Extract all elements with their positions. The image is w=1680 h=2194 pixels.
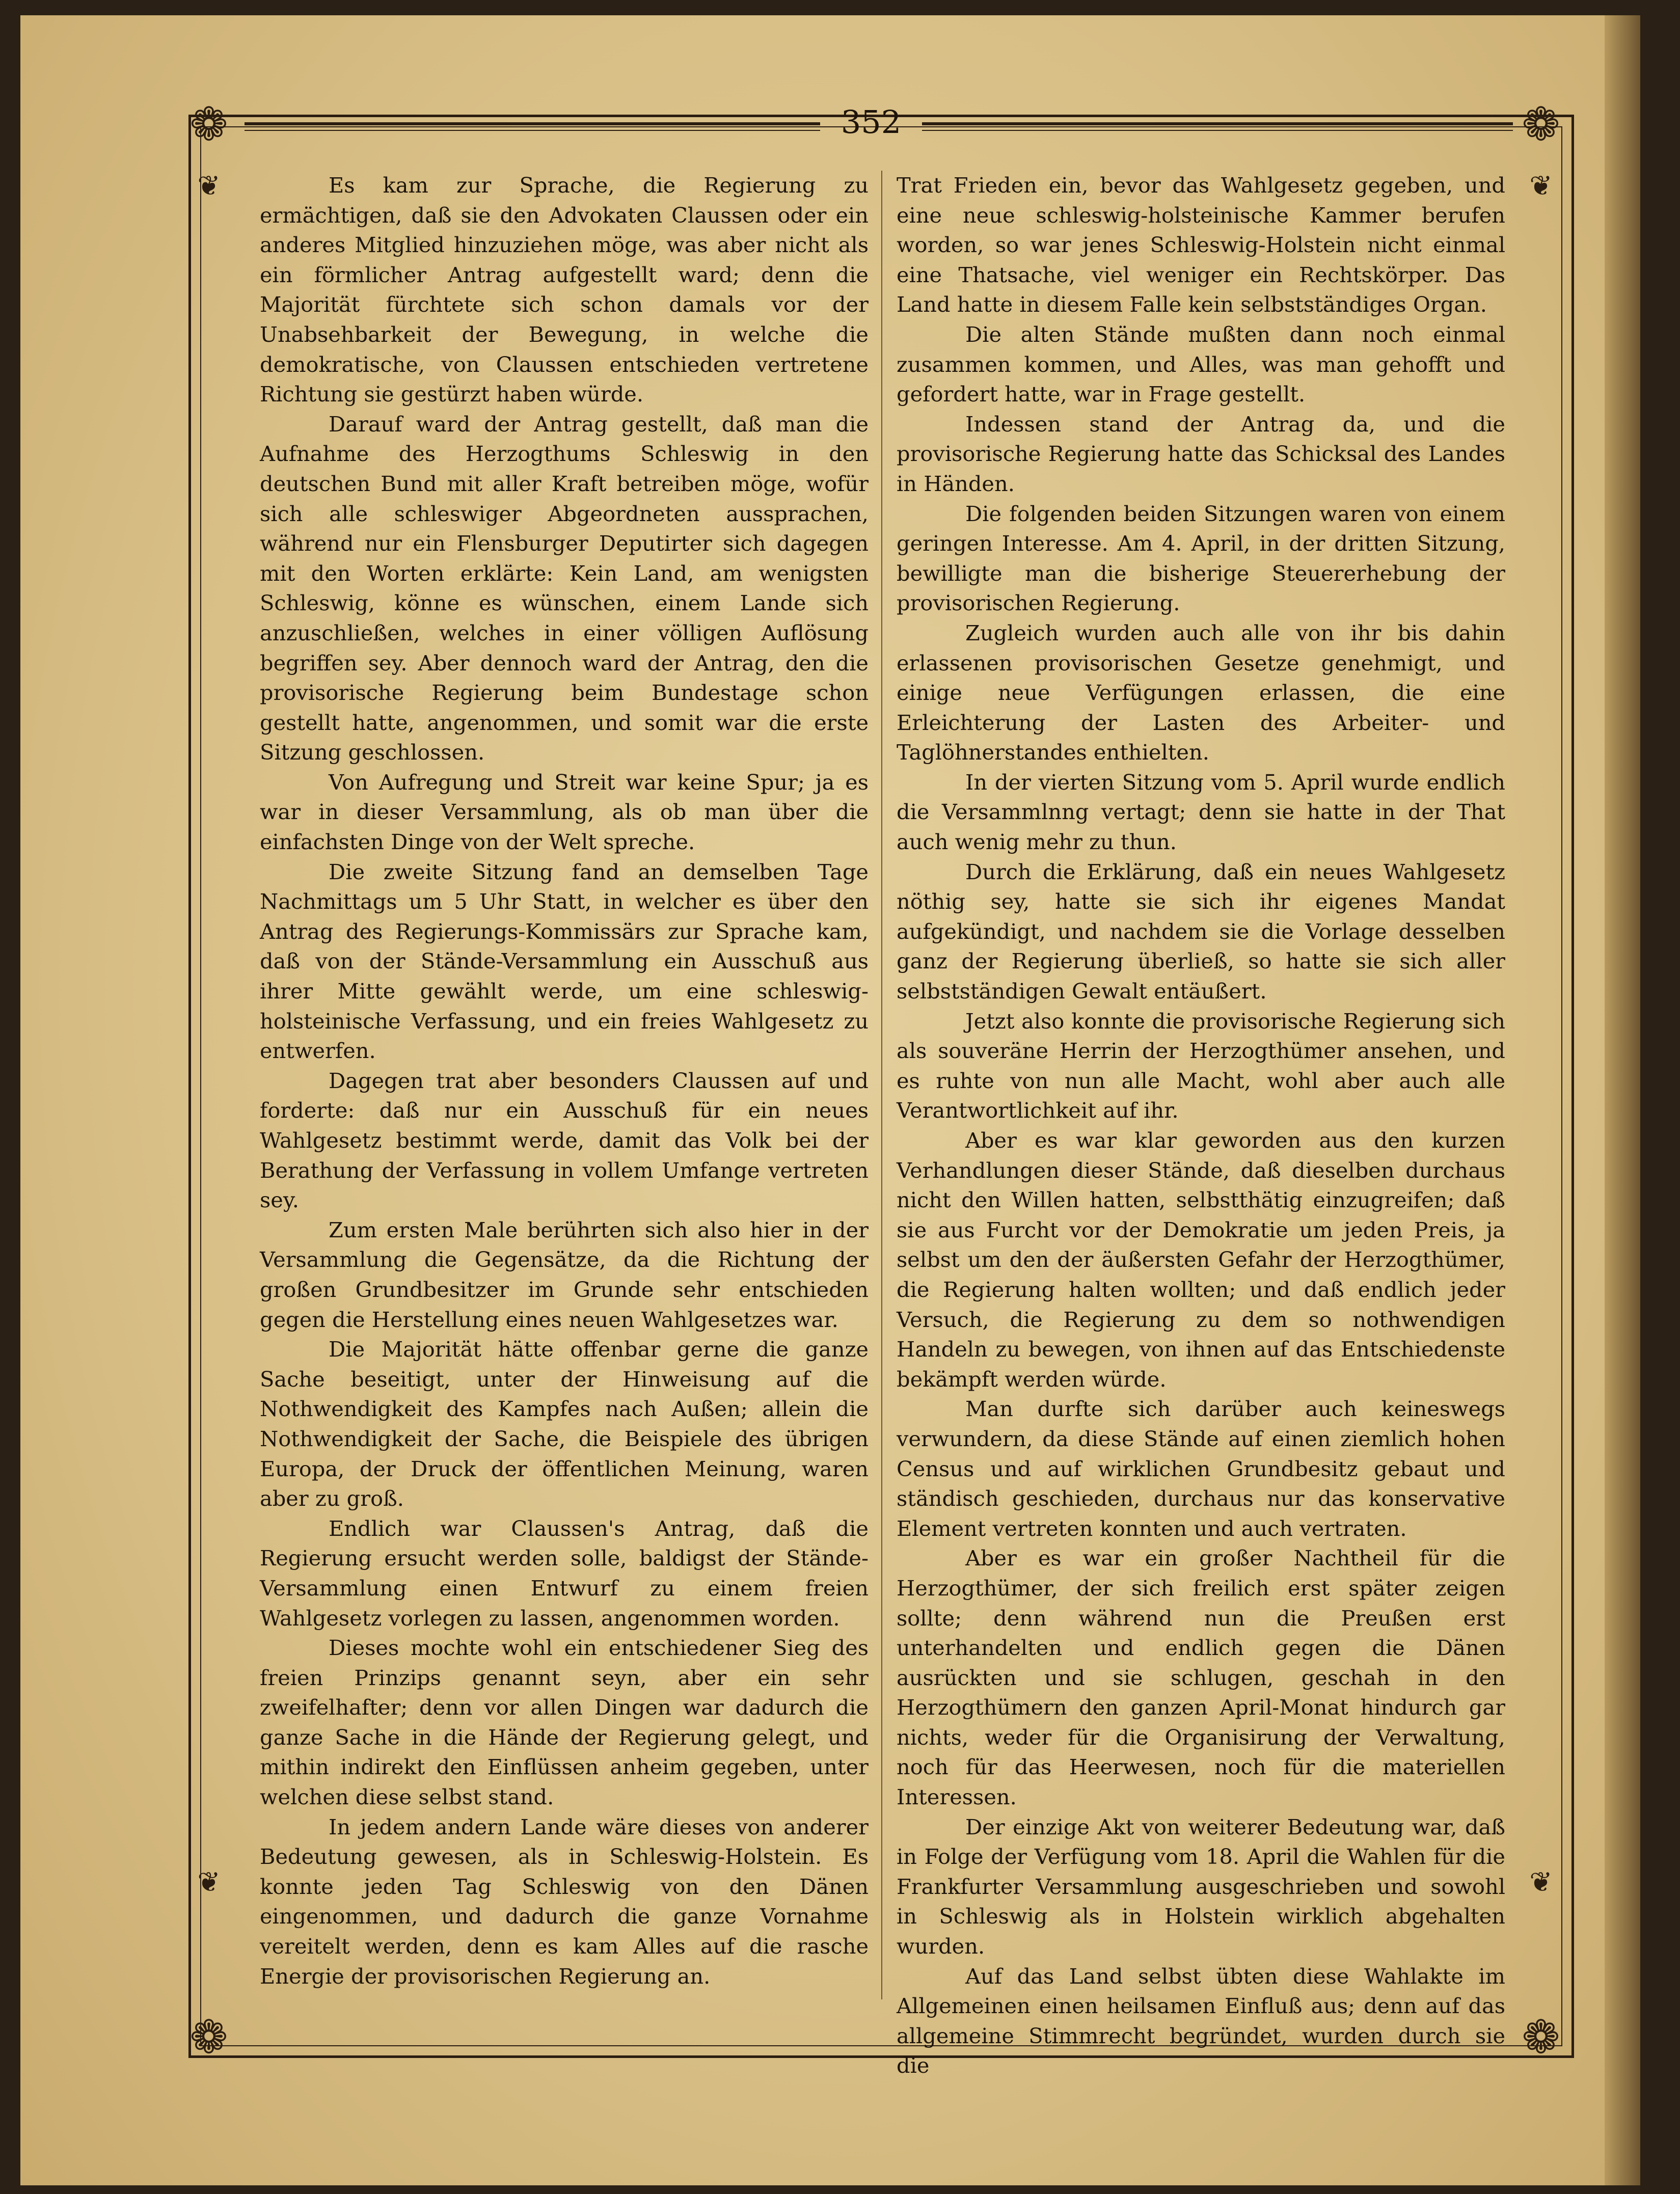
rosette-icon: ❁	[1522, 2011, 1560, 2064]
paragraph: Man durfte sich darüber auch keineswegs verwundern, da diese Stände auf einen ziemlich hohen Census und auf wirklichen Grundbesitz gebaut und ständisch geschieden, durchaus nur das konservative Element vertreten konnten und auch vertraten.	[897, 1396, 1505, 1541]
scroll-ornament-icon	[194, 1854, 224, 2022]
paragraph: In der vierten Sitzung vom 5. April wurde endlich die Versammlnng vertagt; denn sie hatte in der That auch wenig mehr zu thun.	[897, 769, 1505, 855]
paragraph: Indessen stand der Antrag da, und die provisorische Regierung hatte das Schicksal des Landes in Händen.	[897, 411, 1505, 496]
paragraph: Zum ersten Male berührten sich also hier in der Versammlung die Gegensätze, da die Richtung der großen Grundbesitzer im Grunde sehr entschieden gegen die Herstellung eines neuen Wahlgesetzes war.	[260, 1217, 869, 1332]
top-rule-left-thin	[245, 130, 820, 131]
paragraph: Dagegen trat aber besonders Claussen auf und forderte: daß nur ein Ausschuß für ein neues Wahlgesetz bestimmt werde, damit das Volk bei der Berathung der Verfassung in vollem Umfange vertreten sey.	[260, 1068, 869, 1213]
rosette-icon: ❁	[189, 98, 228, 151]
column-divider	[881, 171, 882, 1999]
paragraph: Der einzige Akt von weiterer Bedeutung war, daß in Folge der Verfügung vom 18. April die Wahlen für die Frankfurter Versammlung ausgeschrieben und sowohl in Schleswig als in Holstein wirklich abgehalten wurden.	[897, 1814, 1505, 1959]
paragraph: Trat Frieden ein, bevor das Wahlgesetz gegeben, und eine neue schleswig-holsteinische Kammer berufen worden, so war jenes Schleswig-Holstein nicht einmal eine Thatsache, viel weniger ein Rechtskörper. Das Land hatte in diesem Falle kein selbstständiges Organ.	[897, 173, 1505, 317]
scroll-ornament-icon	[1526, 1854, 1556, 2022]
paragraph: Aber es war klar geworden aus den kurzen Verhandlungen dieser Stände, daß dieselben durchaus nicht den Willen hatten, selbstthätig einzugreifen; daß sie aus Furcht vor der Demokratie um jeden Preis, ja selbst um den der äußersten Gefahr der Herzogthümer, die Regierung halten wollten; und daß endlich jeder Versuch, die Regierung zu dem so nothwendigen Handeln zu bewegen, von ihnen auf das Entschiedenste bekämpft werden würde.	[897, 1128, 1505, 1392]
paragraph: Aber es war ein großer Nachtheil für die Herzogthümer, der sich freilich erst später zeigen sollte; denn während nun die Preußen erst unterhandelten und endlich gegen die Dänen ausrückten und sie schlugen, geschah in den Herzogthümern den ganzen April-Monat hindurch gar nichts, weder für die Organisirung der Verwaltung, noch für das Heerwesen, noch für die materiellen Interessen.	[897, 1546, 1505, 1810]
paragraph: Die Majorität hätte offenbar gerne die ganze Sache beseitigt, unter der Hinweisung auf die Nothwendigkeit des Kampfes nach Außen; allein die Nothwendigkeit der Sache, die Beispiele des übrigen Europa, der Druck der öffentlichen Meinung, waren aber zu groß.	[260, 1337, 869, 1511]
paragraph: Von Aufregung und Streit war keine Spur; ja es war in dieser Versammlung, als ob man über die einfachsten Dinge von der Welt spreche.	[260, 769, 869, 855]
scroll-ornament-icon: ❦	[197, 1866, 221, 1898]
scroll-ornament-icon	[194, 158, 224, 326]
paragraph: Die alten Stände mußten dann noch einmal zusammen kommen, und Alles, was man gehofft und gefordert hatte, war in Frage gestellt.	[897, 321, 1505, 407]
paragraph: Die zweite Sitzung fand an demselben Tage Nachmittags um 5 Uhr Statt, in welcher es über den Antrag des Regierungs-Kommissärs zur Sprache kam, daß von der Stände-Versammlung ein Ausschuß aus ihrer Mitte gewählt werde, um eine schleswig-holsteinische Verfassung, und ein freies Wahlgesetz zu entwerfen.	[260, 859, 869, 1064]
paragraph: Endlich war Claussen's Antrag, daß die Regierung ersucht werden solle, baldigst der Stände-Versammlung einen Entwurf zu einem freien Wahlgesetz vorlegen zu lassen, angenommen worden.	[260, 1515, 869, 1631]
page-number: 352	[841, 103, 902, 141]
newspaper-page	[20, 15, 1640, 2185]
paragraph: Auf das Land selbst übten diese Wahlakte im Allgemeinen einen heilsamen Einfluß aus; denn auf das allgemeine Stimmrecht begründet, wurden durch sie die	[897, 1963, 1505, 2078]
top-rule-left	[245, 122, 820, 125]
paragraph: Durch die Erklärung, daß ein neues Wahlgesetz nöthig sey, hatte sie sich ihr eigenes Mandat aufgekündigt, und nachdem sie die Vorlage desselben ganz der Regierung überließ, so hatte sie sich aller selbstständigen Gewalt entäußert.	[897, 859, 1505, 1004]
top-rule-right-thin	[922, 130, 1513, 131]
paragraph: Dieses mochte wohl ein entschiedener Sieg des freien Prinzips genannt seyn, aber ein sehr zweifelhafter; denn vor allen Dingen war dadurch die ganze Sache in die Hände der Regierung gelegt, und mithin indirekt den Einflüssen anheim gegeben, unter welchen diese selbst stand.	[260, 1635, 869, 1810]
paragraph: Jetzt also konnte die provisorische Regierung sich als souveräne Herrin der Herzogthümer ansehen, und es ruhte von nun alle Macht, wohl aber auch alle Verantwortlichkeit auf ihr.	[897, 1008, 1505, 1123]
right-text-column	[897, 171, 1505, 2078]
page-spine-shadow	[1605, 15, 1640, 2185]
paragraph: Zugleich wurden auch alle von ihr bis dahin erlassenen provisorischen Gesetze genehmigt, und einige neue Verfügungen erlassen, die eine Erleichterung der Lasten des Arbeiter- und Taglöhnerstandes enthielten.	[897, 620, 1505, 765]
paragraph: Es kam zur Sprache, die Regierung zu ermächtigen, daß sie den Advokaten Claussen oder ein anderes Mitglied hinzuziehen möge, was aber nicht als ein förmlicher Antrag aufgestellt ward; denn die Majorität fürchtete sich schon damals vor der Unabsehbarkeit der Bewegung, in welche die demokratische, von Claussen entschieden vertretene Richtung sie gestürzt haben würde.	[260, 173, 869, 407]
scroll-ornament-icon: ❦	[197, 170, 221, 202]
scroll-ornament-icon: ❦	[1529, 1866, 1553, 1898]
paragraph: Die folgenden beiden Sitzungen waren von einem geringen Interesse. Am 4. April, in der dritten Sitzung, bewilligte man die bisherige Steuererhebung der provisorischen Regierung.	[897, 501, 1505, 616]
rosette-icon: ❁	[1522, 98, 1560, 151]
left-text-column	[260, 171, 869, 2005]
rosette-icon: ❁	[189, 2011, 228, 2064]
scroll-ornament-icon	[1526, 158, 1556, 326]
scroll-ornament-icon: ❦	[1529, 170, 1553, 202]
top-rule-right	[922, 122, 1513, 125]
paragraph: Darauf ward der Antrag gestellt, daß man die Aufnahme des Herzogthums Schleswig in den deutschen Bund mit aller Kraft betreiben möge, wofür sich alle schleswiger Abgeordneten aussprachen, während nur ein Flensburger Deputirter sich dagegen mit den Worten erklärte: Kein Land, am wenigsten Schleswig, könne es wünschen, einem Lande sich anzuschließen, welches in einer völligen Auflösung begriffen sey. Aber dennoch ward der Antrag, den die provisorische Regierung beim Bundestage schon gestellt hatte, angenommen, und somit war die erste Sitzung geschlossen.	[260, 411, 869, 765]
paragraph: In jedem andern Lande wäre dieses von anderer Bedeutung gewesen, als in Schleswig-Holstein. Es konnte jeden Tag Schleswig von den Dänen eingenommen, und dadurch die ganze Vornahme vereitelt werden, denn es kam Alles auf die rasche Energie der provisorischen Regierung an.	[260, 1814, 869, 1989]
